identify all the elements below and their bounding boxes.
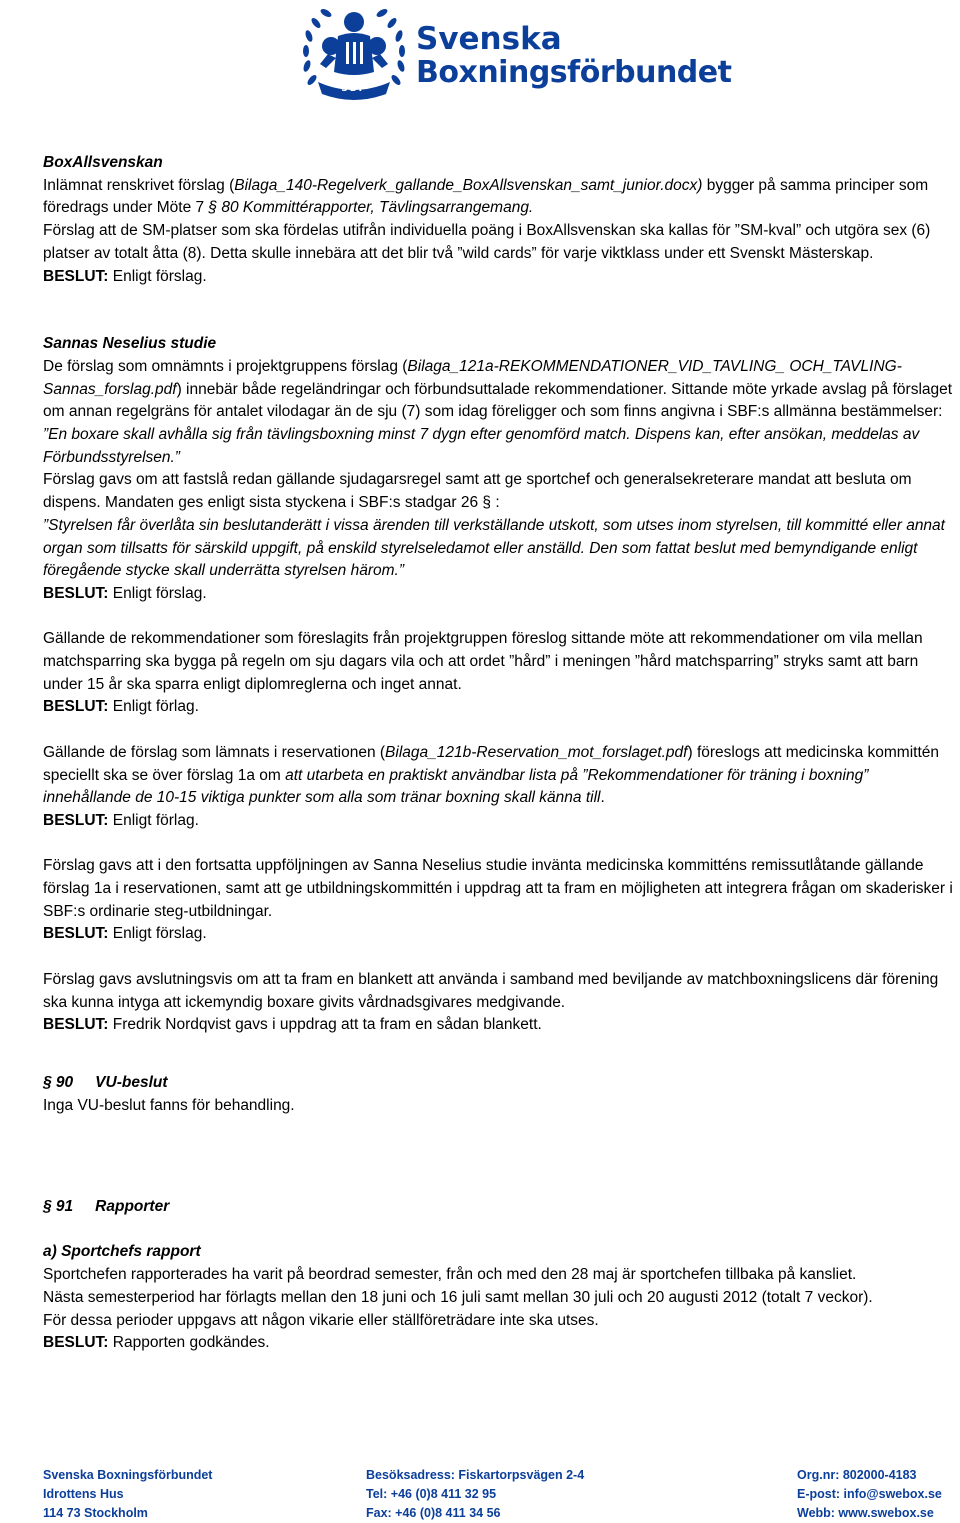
- section-title: VU-beslut: [95, 1074, 168, 1091]
- section-reference: § 80 Kommittérapporter, Tävlingsarrangemang.: [208, 199, 534, 217]
- decision-label: BESLUT:: [43, 925, 109, 943]
- footer-building: Idrottens Hus: [43, 1487, 124, 1501]
- sbf-logo: [298, 2, 732, 106]
- decision-label: BESLUT:: [43, 698, 109, 716]
- text: ) föreslogs att medicinska kommittén speciellt ska se över förslag 1a om: [43, 743, 940, 784]
- text: ) innebär både regeländringar och förbundsuttalade rekommendationer. Sittande möte yrkade avslag på förslaget om annan regelgräns för antalet vilodagar än de sju (7) som idag föreligger och som finns angivna i SBF:s allmänna bestämmelser:: [43, 380, 953, 421]
- section-title: Rapporter: [95, 1198, 170, 1215]
- decision-text: Enligt förlag.: [108, 698, 199, 716]
- quoted-rule: ”En boxare skall avhålla sig från tävlingsboxning minst 7 dygn efter genomförd match. Dispens kan, efter ansökan, meddelas av Förbundsstyrelsen.”: [43, 426, 920, 466]
- footer-contact-column: [366, 1466, 584, 1523]
- footer-web-column: [797, 1466, 942, 1523]
- quoted-proposal: att utarbeta en praktiskt användbar lista på ”Rekommendationer för träning i boxning” innehållande de 10-15 viktiga punkter som alla som tränar boxning skall känna till: [43, 766, 869, 807]
- footer-phone: Tel: +46 (0)8 411 32 95: [366, 1487, 497, 1501]
- section-90: [43, 1072, 295, 1117]
- report-line: För dessa perioder uppgavs att någon vikarie eller ställföreträdare inte ska utses.: [43, 1311, 599, 1329]
- decision-line: [43, 1014, 958, 1037]
- attachment-reference: Bilaga_121b-Reservation_mot_forslaget.pdf: [385, 743, 688, 761]
- attachment-reference: Bilaga_121a-REKOMMENDATIONER_VID_TAVLING_ OCH_TAVLING-Sannas_forslag.pdf: [43, 357, 902, 398]
- footer-email[interactable]: E-post: info@swebox.se: [797, 1487, 942, 1501]
- paragraph-uppfoljning: Förslag gavs att i den fortsatta uppföljningen av Sanna Neselius studie invänta medicinska kommitténs remissutlåtande gällande förslag 1a i reservationen, samt att ge utbildningskommittén i uppdrag att ta fram en möjligheten att integrera frågan om skaderisker i SBF:s ordinarie steg-utbildningar.: [43, 857, 953, 920]
- report-line: Nästa semesterperiod har förlagts mellan den 18 juni och 16 juli samt mellan 30 juli och 20 augusti 2012 (totalt 7 veckor).: [43, 1288, 873, 1306]
- footer-fax: Fax: +46 (0)8 411 34 56: [366, 1506, 501, 1520]
- decision-line: [43, 266, 958, 289]
- heading-boxallsvenskan: BoxAllsvenskan: [43, 154, 163, 171]
- paragraph-reservation: [43, 742, 958, 810]
- footer-website[interactable]: Webb: www.swebox.se: [797, 1506, 934, 1520]
- decision-text: Enligt förlag.: [108, 811, 199, 829]
- text: Inlämnat renskrivet förslag (: [43, 176, 235, 194]
- section-number: § 91: [43, 1198, 74, 1215]
- paragraph-neselius: [43, 356, 958, 470]
- decision-label: BESLUT:: [43, 584, 109, 602]
- text: Gällande de förslag som lämnats i reservationen (: [43, 743, 386, 761]
- decision-text: Enligt förslag.: [108, 584, 207, 602]
- decision-label: BESLUT:: [43, 1016, 109, 1034]
- logo-line-1: Svenska: [416, 21, 562, 57]
- heading-neselius-studie: Sannas Neselius studie: [43, 335, 217, 353]
- footer-visit-address: Besöksadress: Fiskartorpsvägen 2-4: [366, 1468, 585, 1482]
- decision-line: [43, 923, 958, 946]
- section-number: § 90: [43, 1074, 74, 1091]
- logo-wordmark: [416, 22, 731, 90]
- decision-text: Fredrik Nordqvist gavs i uppdrag att ta fram en sådan blankett.: [108, 1016, 542, 1034]
- section-text: Inga VU-beslut fanns för behandling.: [43, 1096, 295, 1114]
- paragraph-sm-kval: Förslag att de SM-platser som ska fördelas utifrån individuella poäng i BoxAllsvenskan ska kallas för ”SM-kval” och utgöra sex (6) platser av totalt åtta (8). Detta skulle innebära att det blir två ”wild cards” för varje viktklass under ett Svenskt Mästerskap.: [43, 222, 931, 262]
- decision-line: [43, 696, 958, 719]
- section-91: [43, 1196, 958, 1355]
- text: bygger på samma principer som föredrags under Möte 7: [43, 176, 929, 217]
- paragraph-rekommendationer: Gällande de rekommendationer som föreslagits från projektgruppen föreslog sittande möte att rekommendationer om vila mellan matchsparring ska bygga på regeln om sju dagars vila och att ordet ”hård” i meningen ”hård matchsparring” stryks samt att barn under 15 år ska sparra enligt diplomreglerna och inget annat.: [43, 630, 923, 693]
- decision-text: Rapporten godkändes.: [108, 1334, 270, 1352]
- paragraph-blankett: Förslag gavs avslutningsvis om att ta fram en blankett att använda i samband med beviljande av matchboxningslicens där förening ska kunna intyga att ickemyndig boxare givits vårdnadsgivares medgivande.: [43, 970, 939, 1011]
- attachment-reference: Bilaga_140-Regelverk_gallande_BoxAllsvenskan_samt_junior.docx): [234, 176, 703, 194]
- decision-line: [43, 810, 958, 833]
- text: De förslag som omnämnts i projektgruppens förslag (: [43, 357, 408, 375]
- report-line: Sportchefen rapporterades ha varit på beordrad semester, från och med den 28 maj är sportchefen tillbaka på kansliet.: [43, 1266, 857, 1284]
- footer-org-number: Org.nr: 802000-4183: [797, 1468, 917, 1482]
- decision-text: Enligt förslag.: [108, 925, 207, 943]
- decision-line: [43, 583, 958, 606]
- quoted-statute: ”Styrelsen får överlåta sin beslutanderätt i vissa ärenden till verkställande utskott, som utses inom styrelsen, till kommitté eller annat organ som tillsatts för särskild uppgift, på enskild styrelseledamot eller anställd. Den som fattat beslut med bemyndigande enligt föregående stycke skall underrätta styrelsen härom.”: [43, 516, 945, 580]
- decision-label: BESLUT:: [43, 811, 109, 829]
- decision-label: BESLUT:: [43, 1334, 109, 1352]
- subheading-sportchef: a) Sportchefs rapport: [43, 1243, 201, 1261]
- footer-org-name: Svenska Boxningsförbundet: [43, 1468, 213, 1482]
- decision-text: Enligt förslag.: [108, 267, 207, 285]
- decision-label: BESLUT:: [43, 267, 109, 285]
- logo-badge-text: SBF: [341, 84, 367, 94]
- text: .: [600, 789, 605, 807]
- paragraph-boxallsvenskan: [43, 175, 958, 220]
- decision-line: [43, 1332, 958, 1355]
- paragraph-dispens: Förslag gavs om att fastslå redan gällande sjudagarsregel samt att ge sportchef och generalsekreterare mandat att besluta om dispens. Mandaten ges enligt sista styckena i SBF:s stadgar 26 § :: [43, 471, 912, 512]
- document-body: [43, 152, 958, 1037]
- footer-address-column: [43, 1466, 212, 1523]
- logo-line-2: Boxningsförbundet: [416, 55, 732, 90]
- footer-postal: 114 73 Stockholm: [43, 1506, 148, 1520]
